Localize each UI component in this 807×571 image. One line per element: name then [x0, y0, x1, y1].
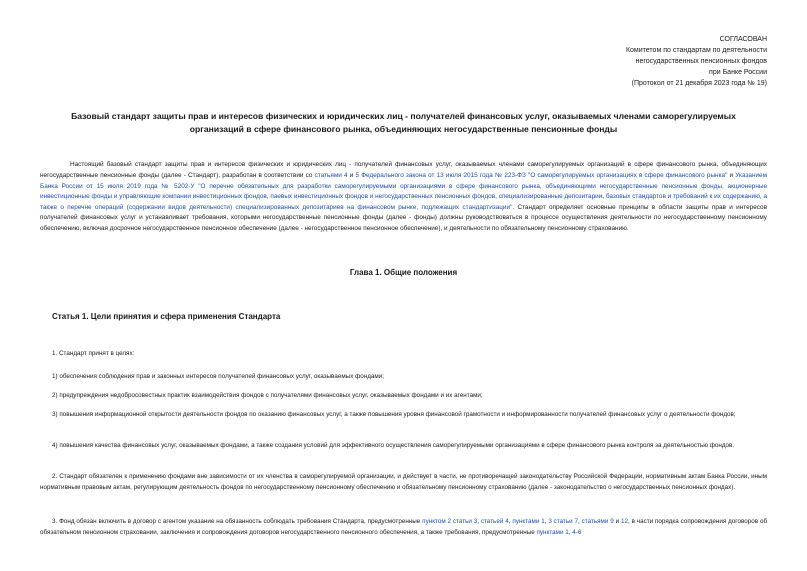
- paragraph-text: ,: [477, 518, 481, 526]
- preamble-paragraph: [40, 160, 767, 234]
- paragraph-text: 3. Фонд обязан включить в договор с агентом указание на обязанность соблюдать требования Стандарта, предусмотренные: [52, 518, 423, 526]
- ref-link[interactable]: 12: [620, 518, 628, 526]
- ref-link[interactable]: 4-6: [572, 528, 582, 536]
- paragraph: 2. Стандарт обязателен к применению фондами вне зависимости от их членства в саморегулируемой организации, и действует в части, не противоречащей законодательству Российской Федерации, нормативным актам Банка России, иным нормативным правовым актам, регулирующим деятельность фондов по негосударственному пенсионному обеспечению и обязательному пенсионному страхованию (далее - законодательство о негосударственных пенсионных фондах).: [40, 473, 767, 491]
- ref-link[interactable]: пунктом 2 статьи 3: [422, 518, 478, 526]
- ref-link[interactable]: статьей 4: [480, 518, 509, 526]
- paragraph: 4) повышения качества финансовых услуг, оказываемых фондами, а также создания условий для эффективного осуществления саморегулируемыми организациями в сфере финансового рынка контроля за деятельностью фондов.: [52, 442, 735, 450]
- paragraph-text: и: [613, 518, 621, 526]
- ref-link[interactable]: 3 статьи 7: [548, 518, 579, 526]
- approval-line: (Протокол от 21 декабря 2023 года № 19): [631, 80, 767, 87]
- preamble-text: и: [727, 171, 736, 179]
- paragraph-text: ,: [568, 528, 573, 536]
- ref-link[interactable]: статьями 9: [581, 518, 614, 526]
- preamble-text: и: [347, 171, 356, 179]
- article-heading: Статья 1. Цели принятия и сфера применения Стандарта: [52, 312, 281, 321]
- approval-line: СОГЛАСОВАН: [719, 36, 767, 43]
- paragraph-text: ,: [544, 518, 549, 526]
- law-link-federal-law-223[interactable]: 5 Федерального закона от 13 июля 2015 года № 223-ФЗ "О саморегулируемых организациях в сфере финансового рынка": [355, 171, 728, 179]
- preamble-text: Настоящий базовый стандарт защиты прав и интересов физических и юридических лиц - получателей финансовых услуг, оказываемых членами саморегулируемых организаций в сфере финансового рынка, объединяющих негосударственные пенсионные фонды (далее - Стандарт), разработан в соответствии со: [40, 161, 767, 179]
- paragraph: [40, 517, 767, 538]
- document-title: [40, 110, 767, 136]
- ref-link[interactable]: пунктами 1: [536, 528, 569, 536]
- approval-line: при Банке России: [709, 69, 767, 76]
- preamble-text: . Стандарт определяет основные принципы в области защиты прав и интересов получателей финансовых услуг и устанавливает требования, которыми негосударственные пенсионные фонды (далее - фонды) должны руководствоваться в процессе осуществления деятельности по негосударственному пенсионному обеспечению, включая досрочное негосударственное пенсионное обеспечение (далее - негосударственное пенсионное обеспечение), и деятельности по обязательному пенсионному страхованию.: [40, 203, 767, 232]
- paragraph-text: , в части порядка сопровождения договоров об обязательном пенсионном страховании, заключения и сопровождения договоров негосударственного пенсионного обеспечения, а также требования, предусмотренные: [40, 518, 768, 536]
- paragraph: 1. Стандарт принят в целях:: [52, 350, 135, 358]
- paragraph: 2) предупреждения недобросовестных практик взаимодействия фондов с получателями финансовых услуг, оказываемых фондами и их агентами;: [52, 392, 483, 400]
- chapter-heading: Глава 1. Общие положения: [349, 268, 458, 277]
- paragraph-text: ,: [578, 518, 582, 526]
- paragraph: 3) повышения информационной открытости деятельности фондов по оказанию финансовых услуг, а также повышения уровня финансовой грамотности и информированности получателей финансовых услуг о деятельности фондов;: [52, 411, 736, 419]
- document-title-line-2: организаций в сфере финансового рынка, объединяющих негосударственные пенсионные фонды: [189, 124, 618, 134]
- ref-link[interactable]: пунктами 1: [512, 518, 545, 526]
- approval-stamp: [507, 34, 767, 89]
- approval-line: Комитетом по стандартам по деятельности: [625, 47, 767, 54]
- approval-line: негосударственных пенсионных фондов: [635, 58, 767, 65]
- document-title-line-1: Базовый стандарт защиты прав и интересов физических и юридических лиц - получателей финансовых услуг, оказываемых членами саморегулируемых: [71, 111, 736, 121]
- law-link-directive-5202[interactable]: Указанием Банка России от 15 июля 2019 года № 5202-У "О перечне обязательных для разработки саморегулируемыми организациями в сфере финансового рынка, объединяющими негосударственные пенсионные фонды, акционерные инвестиционные фонды и управляющие компании инвестиционных фондов, паевых инвестиционных фондов и негосударственных пенсионных фондов, специализированные депозитарии, базовых стандартов и требований к их содержанию, а также о перечне операций (содержании видов деятельности) специализированных депозитариев на финансовом рынке, подлежащих стандартизации": [40, 171, 768, 211]
- paragraph-text: ,: [508, 518, 513, 526]
- paragraph: 1) обеспечения соблюдения прав и законных интересов получателей финансовых услуг, оказываемых фондами;: [52, 373, 385, 381]
- law-link-article-4[interactable]: статьями 4: [314, 171, 348, 179]
